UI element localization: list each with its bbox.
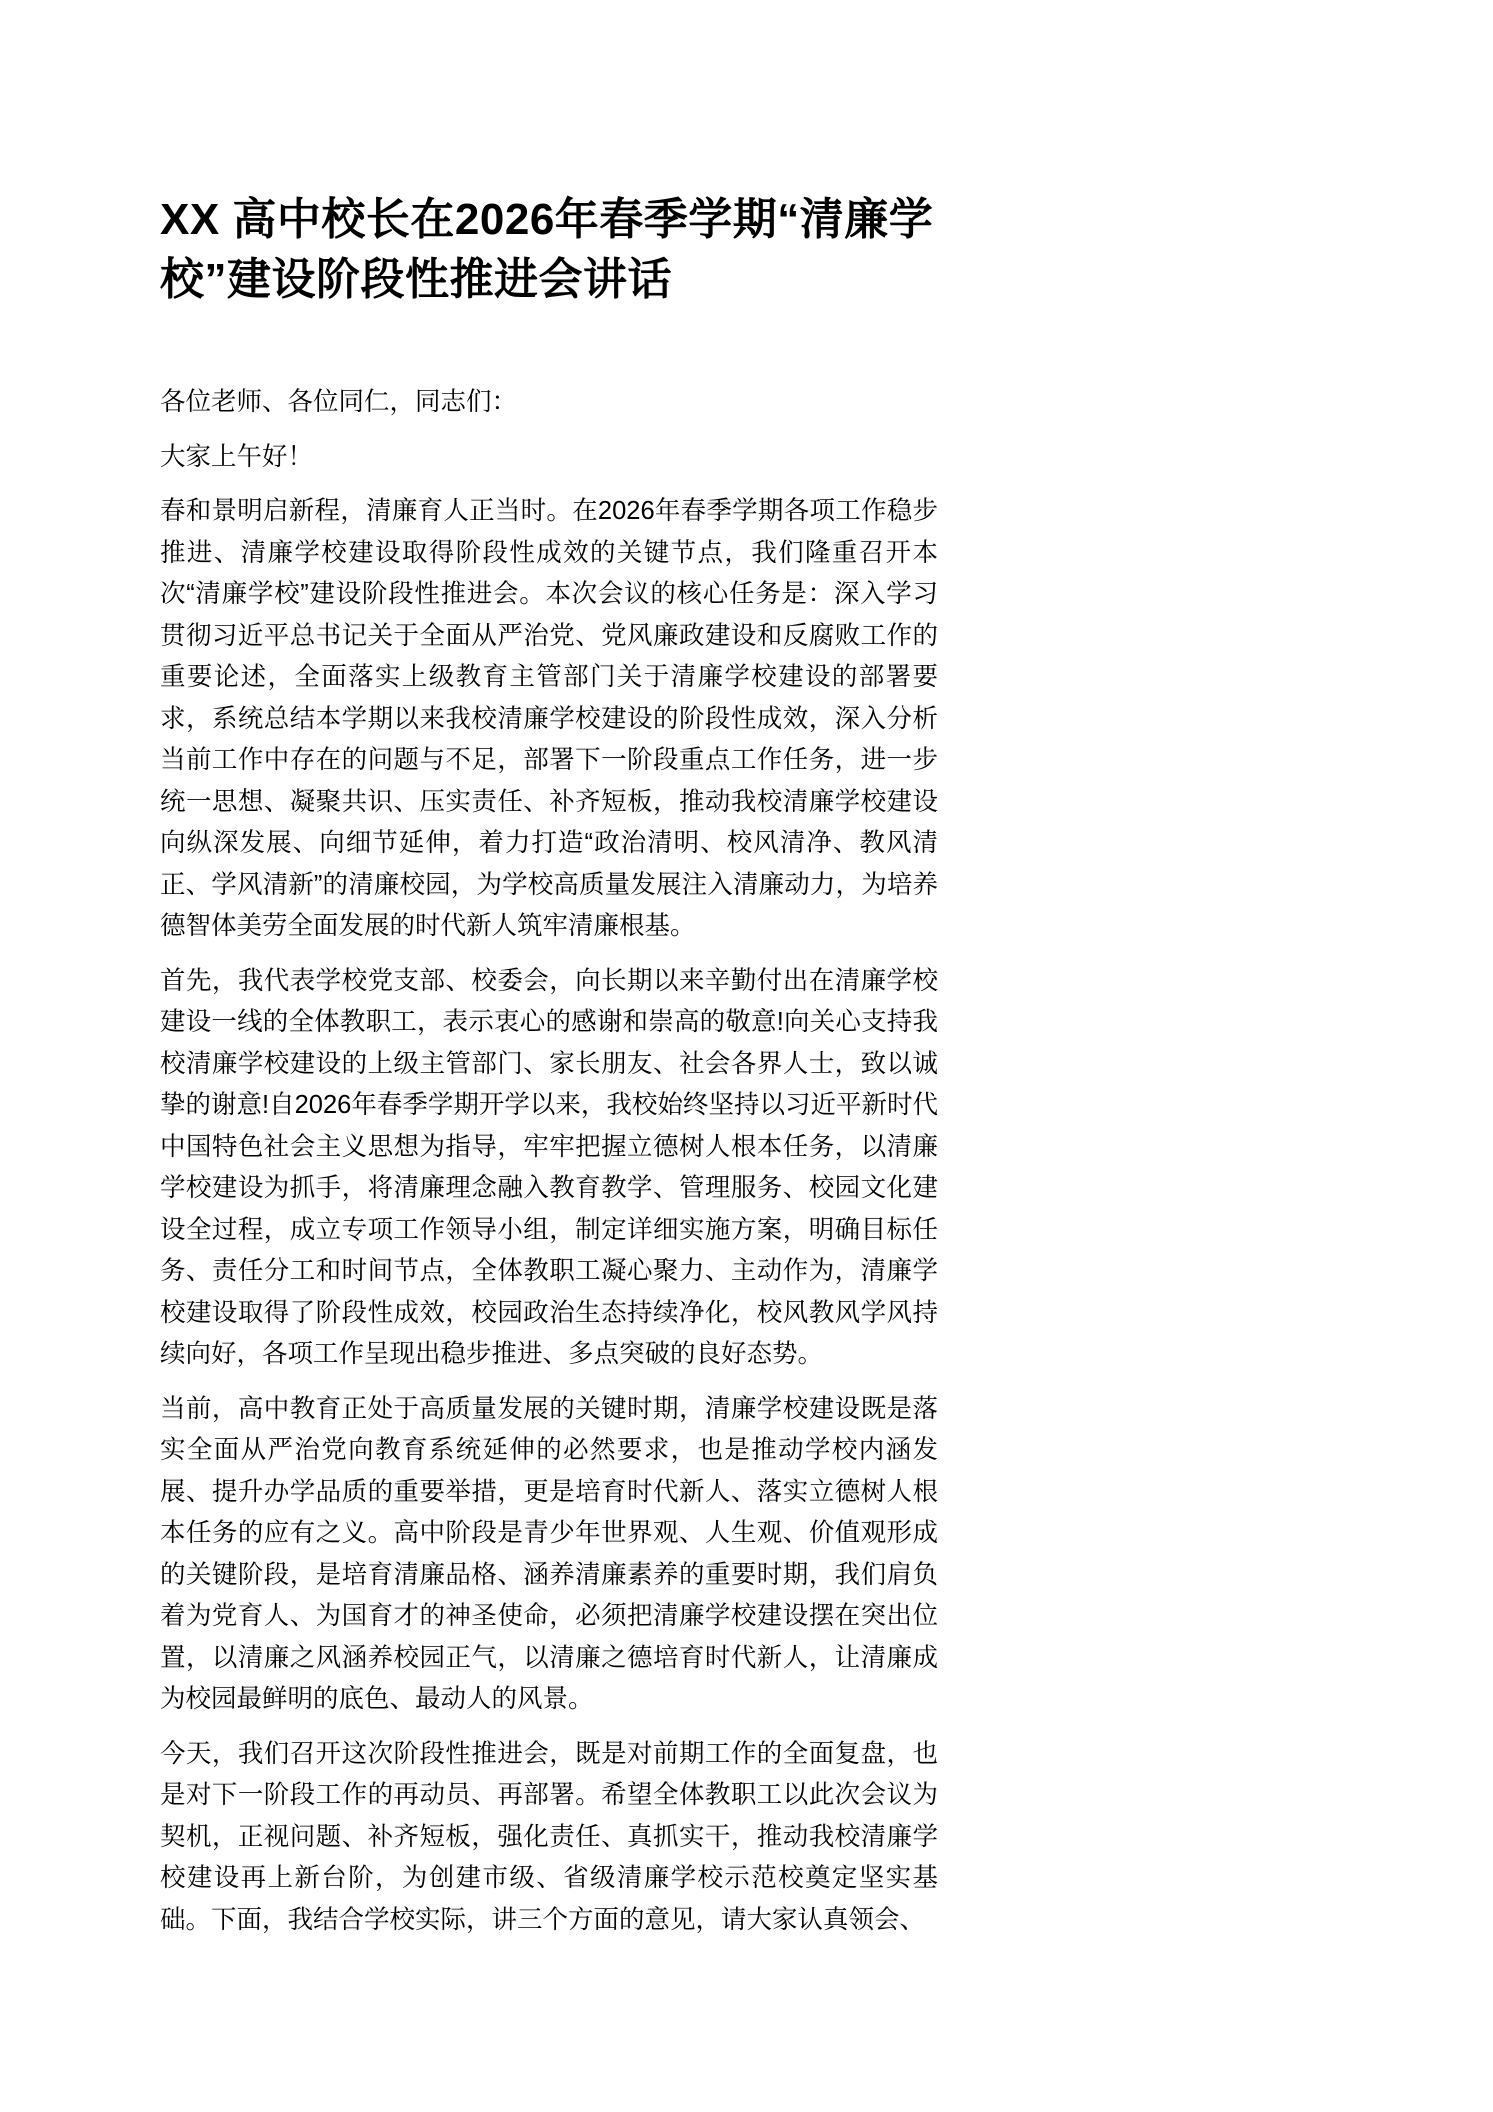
body-paragraph-1: 春和景明启新程，清廉育人正当时。在2026年春季学期各项工作稳步推进、清廉学校建设取得阶段性成效的关键节点，我们隆重召开本次“清廉学校”建设阶段性推进会。本次会议的核心任务是：深入学习贯彻习近平总书记关于全面从严治党、党风廉政建设和反腐败工作的重要论述，全面落实上级教育主管部门关于清廉学校建设的部署要求，系统总结本学期以来我校清廉学校建设的阶段性成效，深入分析当前工作中存在的问题与不足，部署下一阶段重点工作任务，进一步统一思想、凝聚共识、压实责任、补齐短板，推动我校清廉学校建设向纵深发展、向细节延伸，着力打造“政治清明、校风清净、教风清正、学风清新”的清廉校园，为学校高质量发展注入清廉动力，为培养德智体美劳全面发展的时代新人筑牢清廉根基。 — [160, 497, 938, 940]
salutation-line-1: 各位老师、各位同仁，同志们： — [160, 388, 518, 416]
document-body — [160, 0, 938, 1941]
salutation-line-2: 大家上午好！ — [160, 442, 314, 471]
page-title: XX 高中校长在2026年春季学期“清廉学校”建设阶段性推进会讲话 — [160, 195, 934, 304]
body-paragraph-3: 当前，高中教育正处于高质量发展的关键时期，清廉学校建设既是落实全面从严治党向教育系统延伸的必然要求，也是推动学校内涵发展、提升办学品质的重要举措，更是培育时代新人、落实立德树人根本任务的应有之义。高中阶段是青少年世界观、人生观、价值观形成的关键阶段，是培育清廉品格、涵养清廉素养的重要时期，我们肩负着为党育人、为国育才的神圣使命，必须把清廉学校建设摆在突出位置，以清廉之风涵养校园正气，以清廉之德培育时代新人，让清廉成为校园最鲜明的底色、最动人的风景。 — [160, 1394, 938, 1713]
body-paragraph-4: 今天，我们召开这次阶段性推进会，既是对前期工作的全面复盘，也是对下一阶段工作的再动员、再部署。希望全体教职工以此次会议为契机，正视问题、补齐短板，强化责任、真抓实干，推动我校清廉学校建设再上新台阶，为创建市级、省级清廉学校示范校奠定坚实基础。下面，我结合学校实际，讲三个方面的意见，请大家认真领会、 — [160, 1739, 938, 1934]
body-paragraph-2: 首先，我代表学校党支部、校委会，向长期以来辛勤付出在清廉学校建设一线的全体教职工，表示衷心的感谢和崇高的敬意!向关心支持我校清廉学校建设的上级主管部门、家长朋友、社会各界人士，致以诚挚的谢意!自2026年春季学期开学以来，我校始终坚持以习近平新时代中国特色社会主义思想为指导，牢牢把握立德树人根本任务，以清廉学校建设为抓手，将清廉理念融入教育教学、管理服务、校园文化建设全过程，成立专项工作领导小组，制定详细实施方案，明确目标任务、责任分工和时间节点，全体教职工凝心聚力、主动作为，清廉学校建设取得了阶段性成效，校园政治生态持续净化，校风教风学风持续向好，各项工作呈现出稳步推进、多点突破的良好态势。 — [160, 966, 938, 1368]
salutation-block — [160, 382, 938, 478]
